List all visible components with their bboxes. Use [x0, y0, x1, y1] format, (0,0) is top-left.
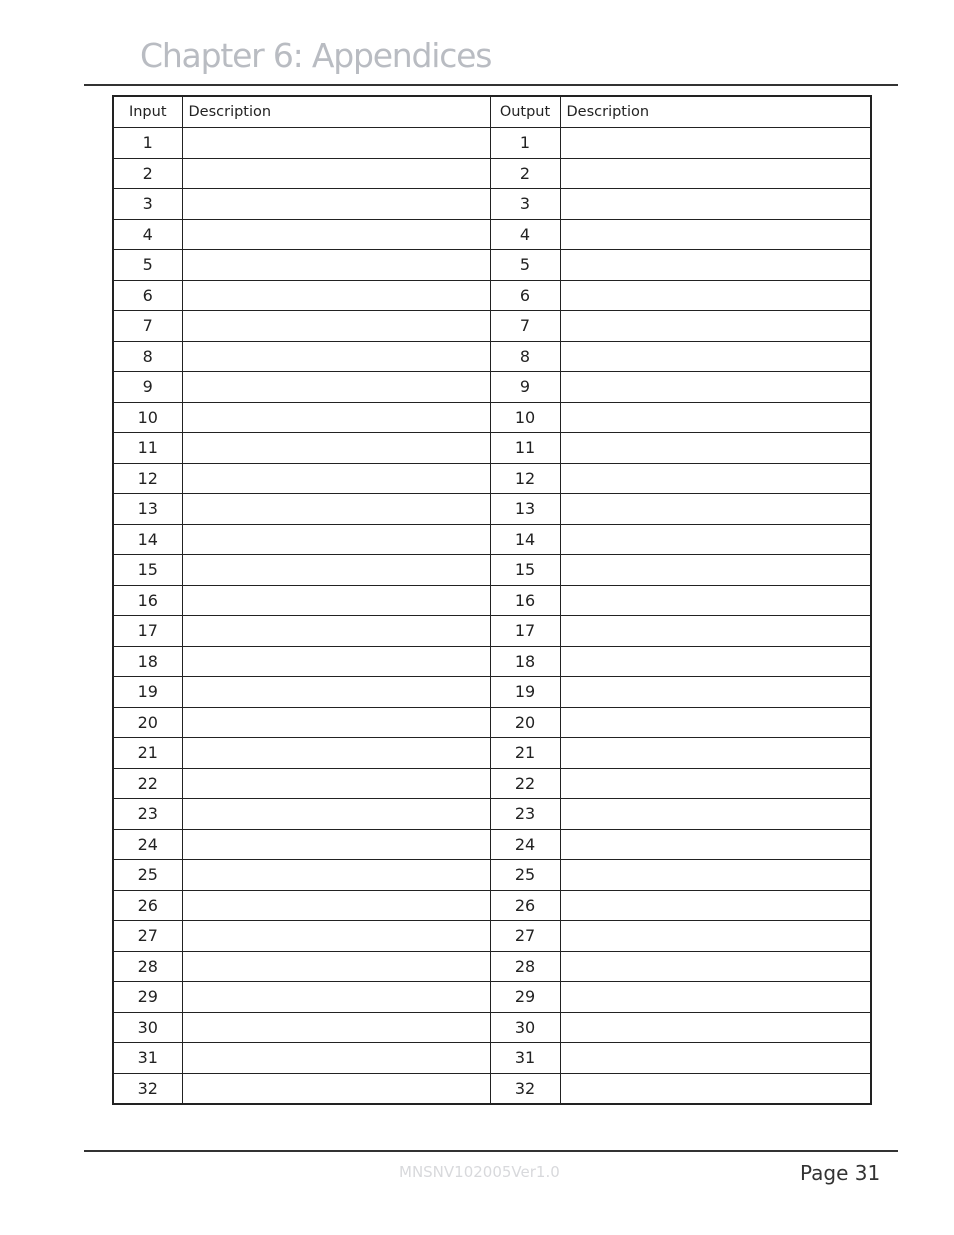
output-number-cell: 32 — [490, 1073, 560, 1104]
output-description-cell — [560, 341, 871, 372]
output-number-cell: 18 — [490, 646, 560, 677]
document-id: MNSNV102005Ver1.0 — [399, 1163, 560, 1181]
output-description-cell — [560, 280, 871, 311]
table-row — [113, 463, 871, 494]
output-description-cell — [560, 1043, 871, 1074]
output-number-cell: 11 — [490, 433, 560, 464]
output-description-cell — [560, 463, 871, 494]
table-row — [113, 860, 871, 891]
output-description-cell — [560, 677, 871, 708]
input-number-cell: 19 — [113, 677, 182, 708]
input-description-cell — [182, 128, 490, 159]
output-number-cell: 23 — [490, 799, 560, 830]
output-number-cell: 13 — [490, 494, 560, 525]
input-description-cell — [182, 433, 490, 464]
input-number-cell: 5 — [113, 250, 182, 281]
output-number-cell: 9 — [490, 372, 560, 403]
table-row — [113, 433, 871, 464]
output-description-cell — [560, 921, 871, 952]
output-number-cell: 21 — [490, 738, 560, 769]
input-number-cell: 23 — [113, 799, 182, 830]
table-row — [113, 585, 871, 616]
input-number-cell: 4 — [113, 219, 182, 250]
input-number-cell: 16 — [113, 585, 182, 616]
table-row — [113, 280, 871, 311]
input-number-cell: 24 — [113, 829, 182, 860]
table-row — [113, 616, 871, 647]
input-description-cell — [182, 829, 490, 860]
output-description-cell — [560, 982, 871, 1013]
table-row — [113, 158, 871, 189]
table-row — [113, 829, 871, 860]
input-description-cell — [182, 646, 490, 677]
input-number-cell: 29 — [113, 982, 182, 1013]
output-description-cell — [560, 860, 871, 891]
input-number-cell: 12 — [113, 463, 182, 494]
input-number-cell: 15 — [113, 555, 182, 586]
input-number-cell: 14 — [113, 524, 182, 555]
header-divider — [84, 84, 898, 86]
output-number-cell: 24 — [490, 829, 560, 860]
input-description-cell — [182, 982, 490, 1013]
table-row — [113, 1012, 871, 1043]
input-description-cell — [182, 1073, 490, 1104]
output-number-cell: 30 — [490, 1012, 560, 1043]
input-description-cell — [182, 158, 490, 189]
input-description-cell — [182, 616, 490, 647]
input-number-cell: 1 — [113, 128, 182, 159]
input-number-cell: 11 — [113, 433, 182, 464]
output-description-cell — [560, 402, 871, 433]
output-number-cell: 28 — [490, 951, 560, 982]
output-description-cell — [560, 616, 871, 647]
input-number-cell: 32 — [113, 1073, 182, 1104]
table-row — [113, 799, 871, 830]
output-description-cell — [560, 128, 871, 159]
input-description-cell — [182, 707, 490, 738]
output-description-cell — [560, 799, 871, 830]
table-row — [113, 738, 871, 769]
table-row — [113, 128, 871, 159]
output-description-cell — [560, 372, 871, 403]
table-row — [113, 646, 871, 677]
output-number-cell: 3 — [490, 189, 560, 220]
output-description-cell — [560, 494, 871, 525]
table-header-row — [113, 96, 871, 128]
input-number-cell: 3 — [113, 189, 182, 220]
output-description-cell — [560, 585, 871, 616]
table-row — [113, 768, 871, 799]
output-number-cell: 5 — [490, 250, 560, 281]
output-number-cell: 26 — [490, 890, 560, 921]
output-number-cell: 7 — [490, 311, 560, 342]
input-description-cell — [182, 951, 490, 982]
output-number-cell: 20 — [490, 707, 560, 738]
input-description-cell — [182, 311, 490, 342]
output-number-cell: 19 — [490, 677, 560, 708]
column-header-input: Input — [113, 96, 182, 128]
input-description-cell — [182, 768, 490, 799]
table-row — [113, 189, 871, 220]
input-description-cell — [182, 738, 490, 769]
input-description-cell — [182, 1012, 490, 1043]
output-number-cell: 17 — [490, 616, 560, 647]
input-description-cell — [182, 524, 490, 555]
input-description-cell — [182, 799, 490, 830]
input-description-cell — [182, 189, 490, 220]
table-row — [113, 982, 871, 1013]
table-row — [113, 341, 871, 372]
input-description-cell — [182, 402, 490, 433]
output-description-cell — [560, 524, 871, 555]
input-number-cell: 26 — [113, 890, 182, 921]
input-description-cell — [182, 463, 490, 494]
column-header-output: Output — [490, 96, 560, 128]
input-description-cell — [182, 219, 490, 250]
input-number-cell: 22 — [113, 768, 182, 799]
input-number-cell: 18 — [113, 646, 182, 677]
output-description-cell — [560, 189, 871, 220]
page-number: Page 31 — [800, 1161, 881, 1185]
input-description-cell — [182, 494, 490, 525]
input-description-cell — [182, 921, 490, 952]
output-description-cell — [560, 311, 871, 342]
column-header-output-description: Description — [560, 96, 871, 128]
chapter-title: Chapter 6: Appendices — [140, 36, 492, 75]
output-number-cell: 10 — [490, 402, 560, 433]
output-number-cell: 2 — [490, 158, 560, 189]
input-output-table — [112, 95, 872, 1105]
output-number-cell: 29 — [490, 982, 560, 1013]
footer-divider — [84, 1150, 898, 1152]
output-number-cell: 22 — [490, 768, 560, 799]
input-number-cell: 10 — [113, 402, 182, 433]
output-number-cell: 12 — [490, 463, 560, 494]
output-number-cell: 27 — [490, 921, 560, 952]
output-number-cell: 8 — [490, 341, 560, 372]
output-number-cell: 16 — [490, 585, 560, 616]
output-description-cell — [560, 951, 871, 982]
output-description-cell — [560, 1012, 871, 1043]
output-description-cell — [560, 219, 871, 250]
output-number-cell: 4 — [490, 219, 560, 250]
input-number-cell: 2 — [113, 158, 182, 189]
table-row — [113, 1043, 871, 1074]
table-row — [113, 494, 871, 525]
table-row — [113, 951, 871, 982]
output-description-cell — [560, 433, 871, 464]
column-header-input-description: Description — [182, 96, 490, 128]
output-number-cell: 31 — [490, 1043, 560, 1074]
input-number-cell: 21 — [113, 738, 182, 769]
output-number-cell: 15 — [490, 555, 560, 586]
table-row — [113, 921, 871, 952]
input-description-cell — [182, 1043, 490, 1074]
output-description-cell — [560, 555, 871, 586]
output-description-cell — [560, 890, 871, 921]
table-row — [113, 1073, 871, 1104]
input-description-cell — [182, 555, 490, 586]
input-description-cell — [182, 280, 490, 311]
table-row — [113, 890, 871, 921]
input-description-cell — [182, 585, 490, 616]
output-description-cell — [560, 646, 871, 677]
output-description-cell — [560, 829, 871, 860]
output-description-cell — [560, 768, 871, 799]
table-row — [113, 555, 871, 586]
input-description-cell — [182, 677, 490, 708]
input-description-cell — [182, 250, 490, 281]
input-number-cell: 8 — [113, 341, 182, 372]
input-number-cell: 20 — [113, 707, 182, 738]
input-number-cell: 28 — [113, 951, 182, 982]
output-number-cell: 6 — [490, 280, 560, 311]
table-row — [113, 707, 871, 738]
output-description-cell — [560, 250, 871, 281]
output-number-cell: 14 — [490, 524, 560, 555]
table-row — [113, 311, 871, 342]
table-row — [113, 250, 871, 281]
table-row — [113, 402, 871, 433]
input-number-cell: 7 — [113, 311, 182, 342]
input-number-cell: 30 — [113, 1012, 182, 1043]
output-description-cell — [560, 738, 871, 769]
output-number-cell: 25 — [490, 860, 560, 891]
input-number-cell: 17 — [113, 616, 182, 647]
input-number-cell: 25 — [113, 860, 182, 891]
input-number-cell: 13 — [113, 494, 182, 525]
input-number-cell: 6 — [113, 280, 182, 311]
input-number-cell: 27 — [113, 921, 182, 952]
input-number-cell: 31 — [113, 1043, 182, 1074]
input-description-cell — [182, 341, 490, 372]
input-description-cell — [182, 372, 490, 403]
output-description-cell — [560, 158, 871, 189]
output-number-cell: 1 — [490, 128, 560, 159]
table-body — [113, 128, 871, 1105]
output-description-cell — [560, 1073, 871, 1104]
table-row — [113, 219, 871, 250]
table-row — [113, 524, 871, 555]
output-description-cell — [560, 707, 871, 738]
table-row — [113, 677, 871, 708]
input-description-cell — [182, 890, 490, 921]
input-number-cell: 9 — [113, 372, 182, 403]
table-row — [113, 372, 871, 403]
input-description-cell — [182, 860, 490, 891]
